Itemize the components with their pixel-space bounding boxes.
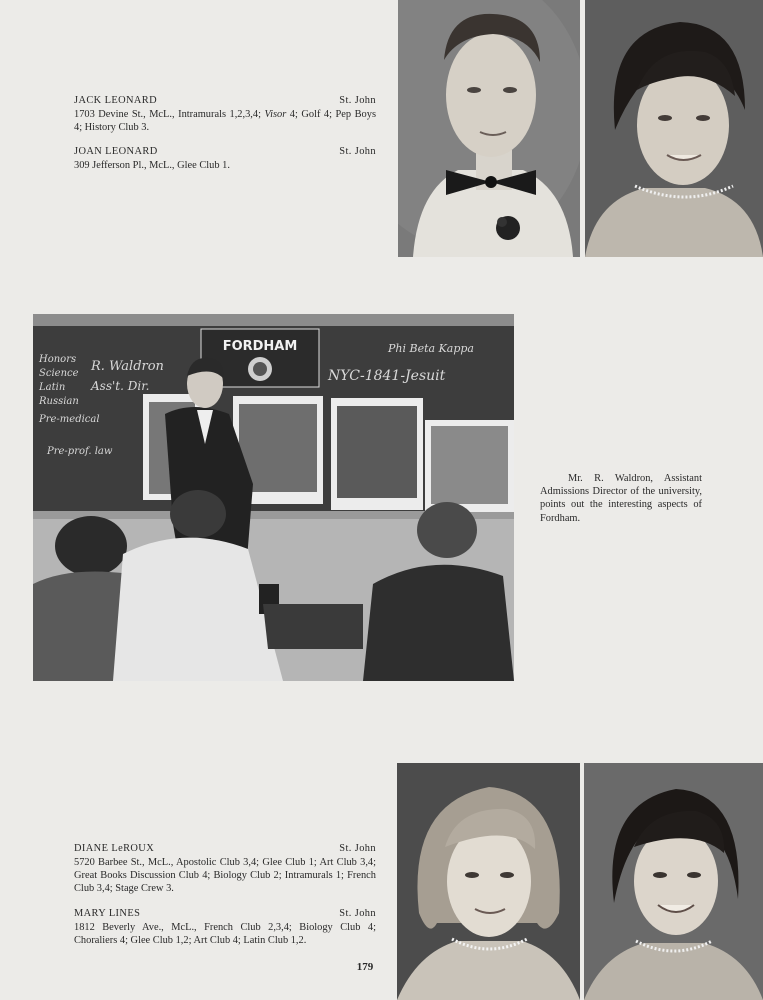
student-entry-jack-leonard	[74, 94, 376, 134]
student-entry-diane-leroux	[74, 842, 376, 895]
student-name: JACK LEONARD	[74, 95, 158, 106]
student-name: MARY LINES	[74, 908, 141, 919]
portrait-joan-leonard	[585, 0, 763, 257]
portrait-mary-lines	[584, 763, 763, 1000]
portrait-diane-leroux	[397, 763, 580, 1000]
student-entry-mary-lines	[74, 907, 376, 947]
svg-text:Phi Beta Kappa: Phi Beta Kappa	[388, 342, 474, 355]
svg-text:Ass't. Dir.: Ass't. Dir.	[91, 379, 150, 393]
italic-publication: Visor	[264, 109, 287, 120]
student-parish: St. John	[339, 908, 376, 919]
student-activities: 1703 Devine St., McL., Intramurals 1,2,3,4; Visor 4; Golf 4; Pep Boys 4; History Club 3.	[74, 109, 376, 133]
svg-text:Science: Science	[39, 368, 79, 379]
student-activities: 309 Jefferson Pl., McL., Glee Club 1.	[74, 160, 230, 171]
classroom-photo	[33, 314, 514, 681]
svg-text:Pre-prof. law: Pre-prof. law	[47, 446, 113, 457]
svg-text:Russian: Russian	[39, 396, 79, 407]
portrait-jack-leonard	[398, 0, 580, 257]
student-entry-joan-leonard	[74, 145, 376, 172]
photo-caption: Mr. R. Waldron, Assistant Admissions Director of the university, points out the interesting aspects of Fordham.	[540, 473, 702, 524]
page-number: 179	[356, 961, 374, 973]
svg-text:R. Waldron: R. Waldron	[91, 359, 164, 374]
student-activities: 5720 Barbee St., McL., Apostolic Club 3,4; Glee Club 1; Art Club 3,4; Great Books Discussion Club 4; Biology Club 2; Intramurals 1; French Club 3,4; Stage Crew 3.	[74, 857, 376, 894]
svg-text:Honors: Honors	[39, 354, 77, 365]
student-parish: St. John	[339, 146, 376, 157]
student-name: JOAN LEONARD	[74, 146, 158, 157]
student-activities: 1812 Beverly Ave., McL., French Club 2,3,4; Biology Club 4; Choraliers 4; Glee Club 1,2; Art Club 4; Latin Club 1,2.	[74, 922, 376, 946]
svg-text:NYC-1841-Jesuit: NYC-1841-Jesuit	[328, 368, 446, 384]
student-name: DIANE LeROUX	[74, 843, 155, 854]
banner-text: FORDHAM	[222, 339, 298, 354]
student-parish: St. John	[339, 843, 376, 854]
svg-text:Pre-medical: Pre-medical	[39, 414, 100, 425]
svg-text:Latin: Latin	[39, 382, 66, 393]
student-parish: St. John	[339, 95, 376, 106]
